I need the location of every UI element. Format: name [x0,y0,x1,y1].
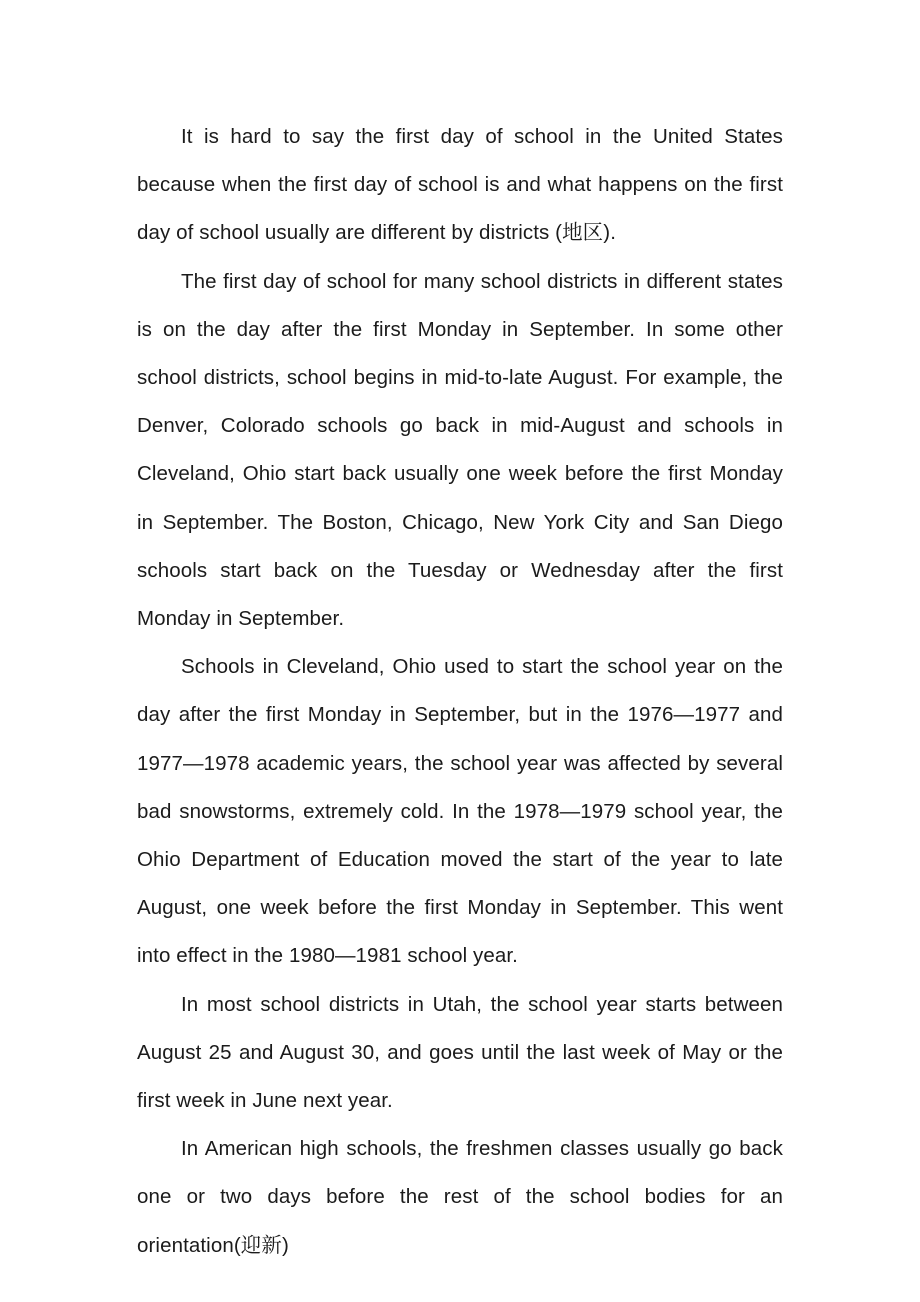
paragraph-1: It is hard to say the first day of school in the United States because when the first day of school is and what happens on the first day of school usually are different by districts (地区). [137,125,783,245]
document-text-column [137,113,783,1270]
paragraph-3: Schools in Cleveland, Ohio used to start the school year on the day after the first Monday in September, but in the 1976—1977 and 1977—1978 academic years, the school year was affected by several bad snowstorms, extremely cold. In the 1978—1979 school year, the Ohio Department of Education moved the start of the year to late August, one week before the first Monday in September. This went into effect in the 1980—1981 school year. [137,655,783,968]
paragraph-2: The first day of school for many school districts in different states is on the day after the first Monday in September. In some other school districts, school begins in mid-to-late August. For example, the Denver, Colorado schools go back in mid-August and schools in Cleveland, Ohio start back usually one week before the first Monday in September. The Boston, Chicago, New York City and San Diego schools start back on the Tuesday or Wednesday after the first Monday in September. [137,269,783,631]
paragraph-5: In American high schools, the freshmen classes usually go back one or two days before the rest of the school bodies for an orientation(迎新) [137,1137,783,1257]
paragraph-4: In most school districts in Utah, the school year starts between August 25 and August 30, and goes until the last week of May or the first week in June next year. [137,992,783,1113]
